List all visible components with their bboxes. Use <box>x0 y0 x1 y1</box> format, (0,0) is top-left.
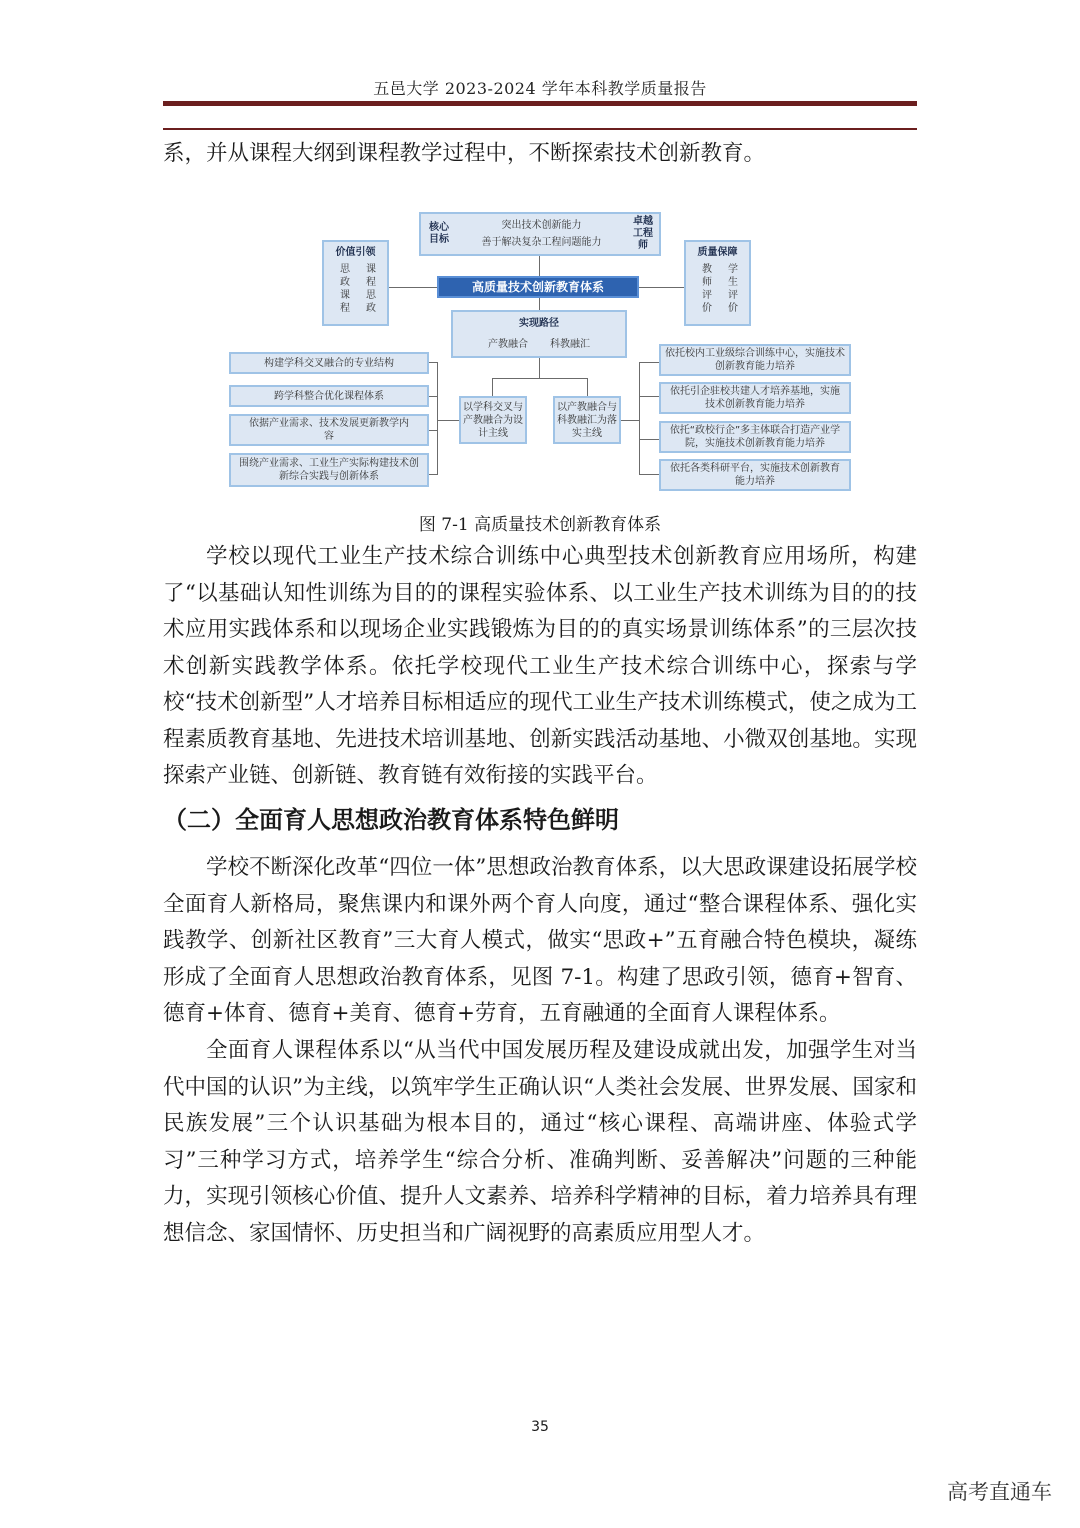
value-title: 价值引领 <box>335 247 376 258</box>
bracket <box>429 362 437 363</box>
engineer-label: 卓越工程师 <box>633 216 653 251</box>
left-item: 跨学科整合优化课程体系 <box>229 385 429 407</box>
connector <box>492 378 493 396</box>
quality-col: 教师评价 <box>699 263 711 315</box>
quality-assurance-box <box>684 240 751 326</box>
report-header: 五邑大学 2023-2024 学年本科教学质量报告 <box>373 79 707 98</box>
path-item: 科教融汇 <box>550 339 590 350</box>
core-item: 突出技术创新能力 <box>501 220 582 231</box>
left-item: 围绕产业需求、工业生产实际构建技术创新综合实践与创新体系 <box>229 453 429 487</box>
core-item: 善于解决复杂工程问题能力 <box>481 237 602 248</box>
value-col: 课程思政 <box>363 263 375 315</box>
quality-col: 学生评价 <box>725 263 737 315</box>
header-rule-thick <box>163 101 917 106</box>
core-label: 核心目标 <box>429 222 449 245</box>
core-items <box>453 219 630 249</box>
connector <box>492 378 588 379</box>
path-item: 产教融合 <box>488 339 528 350</box>
bracket <box>429 474 437 475</box>
connector <box>389 287 437 288</box>
mid-left-box: 以学科交叉与产教融合为设计主线 <box>459 396 527 444</box>
page-number: 35 <box>531 1419 549 1435</box>
innovation-system-diagram <box>229 210 851 492</box>
bracket <box>639 396 659 397</box>
path-title: 实现路径 <box>519 318 559 329</box>
value-guidance-box <box>322 240 389 326</box>
connector <box>639 287 684 288</box>
connector <box>587 378 588 396</box>
path-box <box>451 310 627 358</box>
figure-caption: 图 7-1 高质量技术创新教育体系 <box>418 515 662 535</box>
bracket <box>639 362 640 475</box>
connector <box>539 358 540 378</box>
right-item: 依托引企驻校共建人才培养基地，实施技术创新教育能力培养 <box>659 382 851 414</box>
bracket <box>429 430 437 431</box>
bracket <box>639 474 659 475</box>
bracket <box>437 420 459 421</box>
quality-title: 质量保障 <box>697 247 738 258</box>
bracket <box>621 420 639 421</box>
header-rule-thin <box>163 128 917 130</box>
center-title-box: 高质量技术创新教育体系 <box>437 276 639 298</box>
right-item: 依托各类科研平台，实施技术创新教育能力培养 <box>659 459 851 491</box>
bracket <box>639 439 659 440</box>
right-item: 依托“政校行企”多主体联合打造产业学院，实施技术创新教育能力培养 <box>659 421 851 453</box>
paragraph-3: 全面育人课程体系以“从当代中国发展历程及建设成就出发，加强学生对当代中国的认识”为主线，以筑牢学生正确认识“人类社会发展、世界发展、国家和民族发展”三个认识基础为根本目的，通过“核心课程、高端讲座、体验式学习”三种学习方式，培养学生“综合分析、准确判断、妥善解决”问题的三种能力，实现引领核心价值、提升人文素养、培养科学精神的目标，着力培养具有理想信念、家国情怀、历史担当和广阔视野的高素质应用型人才。 <box>163 1038 917 1246</box>
watermark: 高考直通车 <box>947 1480 1052 1504</box>
intro-line: 系，并从课程大纲到课程教学过程中，不断探索技术创新教育。 <box>163 141 766 166</box>
mid-right-box: 以产教融合与科教融汇为落实主线 <box>553 396 621 444</box>
left-item: 依据产业需求、技术发展更新教学内容 <box>229 414 429 446</box>
bracket <box>639 362 659 363</box>
right-item: 依托校内工业级综合训练中心，实施技术创新教育能力培养 <box>659 344 851 376</box>
left-item: 构建学科交叉融合的专业结构 <box>229 352 429 374</box>
section-title: （二）全面育人思想政治教育体系特色鲜明 <box>163 806 619 834</box>
core-goal-box <box>419 212 661 256</box>
value-col: 思政课程 <box>337 263 349 315</box>
paragraph-1: 学校以现代工业生产技术综合训练中心典型技术创新教育应用场所，构建了“以基础认知性训练为目的的课程实验体系、以工业生产技术训练为目的的技术应用实践体系和以现场企业实践锻炼为目的的真实场景训练体系”的三层次技术创新实践教学体系。依托学校现代工业生产技术综合训练中心，探索与学校“技术创新型”人才培养目标相适应的现代工业生产技术训练模式，使之成为工程素质教育基地、先进技术培训基地、创新实践活动基地、小微双创基地。实现探索产业链、创新链、教育链有效衔接的实践平台。 <box>163 544 917 788</box>
bracket <box>437 362 438 475</box>
bracket <box>429 396 437 397</box>
connector <box>539 256 540 276</box>
paragraph-2: 学校不断深化改革“四位一体”思想政治教育体系，以大思政课建设拓展学校全面育人新格局，聚焦课内和课外两个育人向度，通过“整合课程体系、强化实践教学、创新社区教育”三大育人模式，做实“思政+”五育融合特色模块，凝练形成了全面育人思想政治教育体系，见图 7-1。构建了思政引领，德育+智育、德育+体育、德育+美育、德育+劳育，五育融通的全面育人课程体系。 <box>163 855 917 1026</box>
connector <box>539 298 540 310</box>
